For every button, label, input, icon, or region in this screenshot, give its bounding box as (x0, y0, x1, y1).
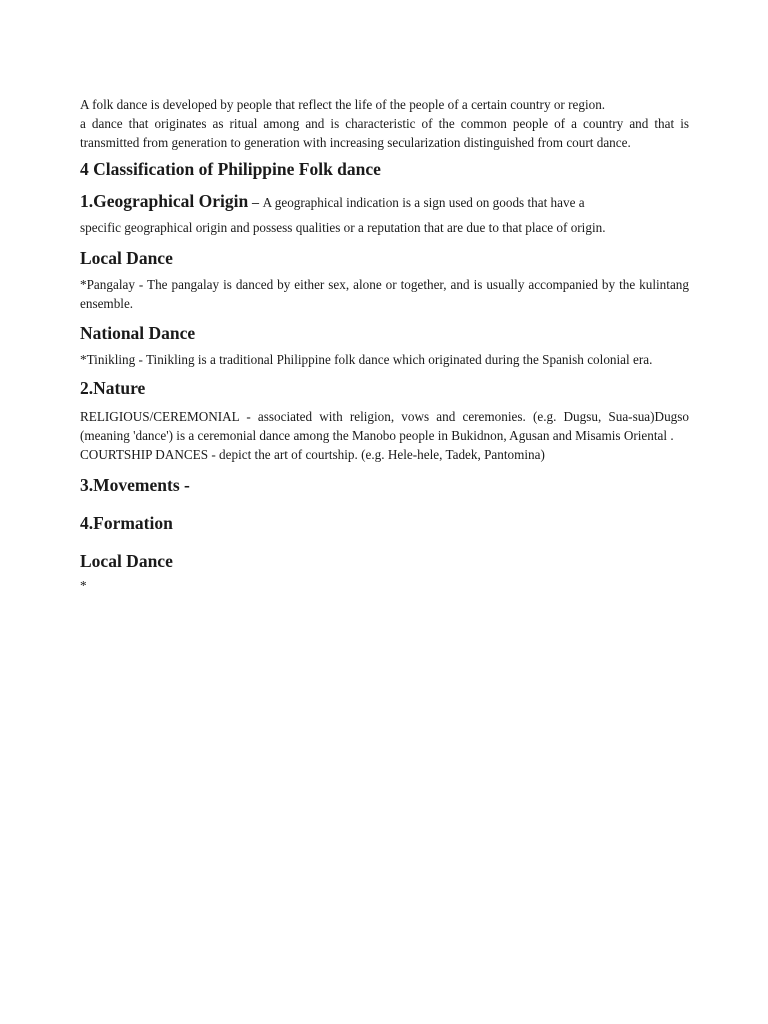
national-dance-heading: National Dance (80, 323, 196, 343)
formation-heading: 4.Formation (80, 513, 173, 533)
geographical-origin-text: specific geographical origin and possess qualities or a reputation that are due to that place of origin. (80, 220, 606, 235)
intro-section (80, 95, 689, 152)
document-body (80, 95, 689, 595)
geographical-origin-dash: – (248, 195, 263, 210)
local-dance-bullet: * (80, 578, 87, 593)
geographical-origin-title: 1.Geographical Origin (80, 191, 249, 211)
nature-heading: 2.Nature (80, 378, 146, 398)
intro-paragraph-1: A folk dance is developed by people that reflect the life of the people of a certain country or region. (80, 97, 606, 112)
local-dance-heading-2: Local Dance (80, 551, 173, 571)
movements-heading: 3.Movements - (80, 475, 190, 495)
religious-paragraph: RELIGIOUS/CEREMONIAL - associated with religion, vows and ceremonies. (e.g. Dugsu, Sua-sua)Dugso (meaning 'dance') is a ceremonial dance among the Manobo people in Bukidnon, Agusan and Misamis Oriental . (80, 409, 689, 443)
local-dance-heading: Local Dance (80, 248, 173, 268)
geographical-origin-section (80, 189, 689, 237)
intro-paragraph-2: a dance that originates as ritual among and is characteristic of the common people of a country and that is transmitted from generation to generation with increasing secularization distinguished from court dance. (80, 116, 689, 150)
geographical-origin-text-line1: A geographical indication is a sign used on goods that have a (262, 195, 585, 210)
nature-section (80, 407, 689, 464)
courtship-paragraph: COURTSHIP DANCES - depict the art of courtship. (e.g. Hele-hele, Tadek, Pantomina) (80, 447, 545, 462)
pangalay-paragraph: *Pangalay - The pangalay is danced by either sex, alone or together, and is usually accompanied by the kulintang ensemble. (80, 277, 689, 311)
geographical-origin-line (80, 189, 689, 216)
tinikling-paragraph: *Tinikling - Tinikling is a traditional Philippine folk dance which originated during the Spanish colonial era. (80, 352, 653, 367)
classification-heading: 4 Classification of Philippine Folk dance (80, 159, 381, 179)
